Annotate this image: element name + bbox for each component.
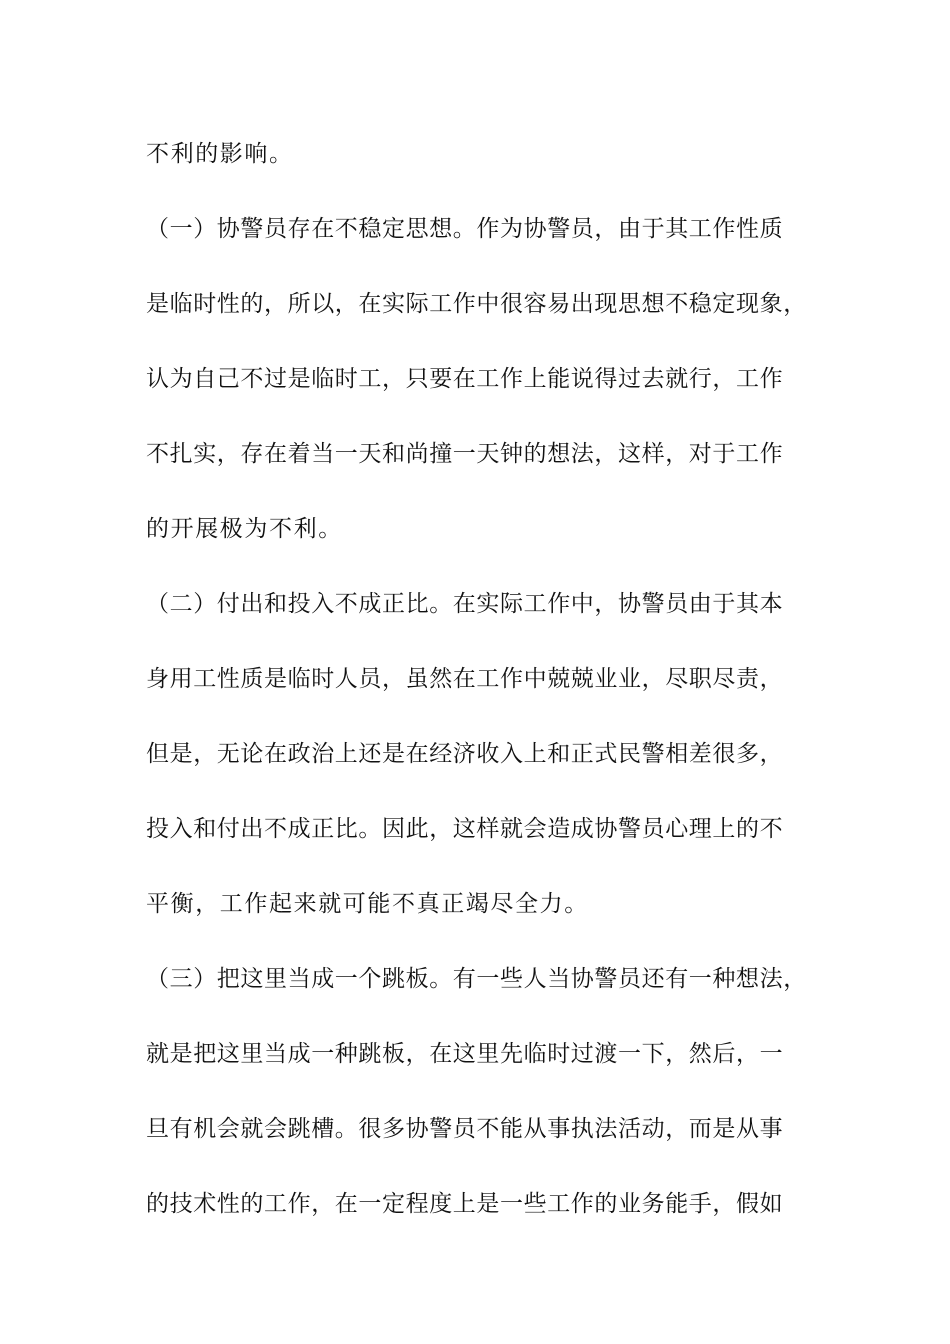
- text-line: 身用工性质是临时人员，虽然在工作中兢兢业业，尽职尽责，: [146, 666, 784, 692]
- text-line: 是临时性的，所以，在实际工作中很容易出现思想不稳定现象，: [146, 291, 807, 317]
- text-line: 平衡，工作起来就可能不真正竭尽全力。: [146, 891, 589, 917]
- text-line: 不扎实，存在着当一天和尚撞一天钟的想法，这样，对于工作: [146, 441, 784, 467]
- text-line: 旦有机会就会跳槽。很多协警员不能从事执法活动，而是从事: [146, 1116, 784, 1142]
- body-text: [146, 132, 826, 1257]
- text-line: 但是，无论在政治上还是在经济收入上和正式民警相差很多，: [146, 741, 784, 767]
- text-line: （二）付出和投入不成正比。在实际工作中，协警员由于其本: [146, 591, 784, 617]
- text-line: 的开展极为不利。: [146, 516, 343, 542]
- text-line: （一）协警员存在不稳定思想。作为协警员，由于其工作性质: [146, 216, 784, 242]
- text-line: （三）把这里当成一个跳板。有一些人当协警员还有一种想法，: [146, 966, 807, 992]
- text-line: 就是把这里当成一种跳板，在这里先临时过渡一下，然后，一: [146, 1041, 784, 1067]
- text-line: 的技术性的工作，在一定程度上是一些工作的业务能手，假如: [146, 1191, 784, 1217]
- text-line: 投入和付出不成正比。因此，这样就会造成协警员心理上的不: [146, 816, 784, 842]
- text-line: 认为自己不过是临时工，只要在工作上能说得过去就行，工作: [146, 366, 784, 392]
- text-line: 不利的影响。: [146, 141, 294, 167]
